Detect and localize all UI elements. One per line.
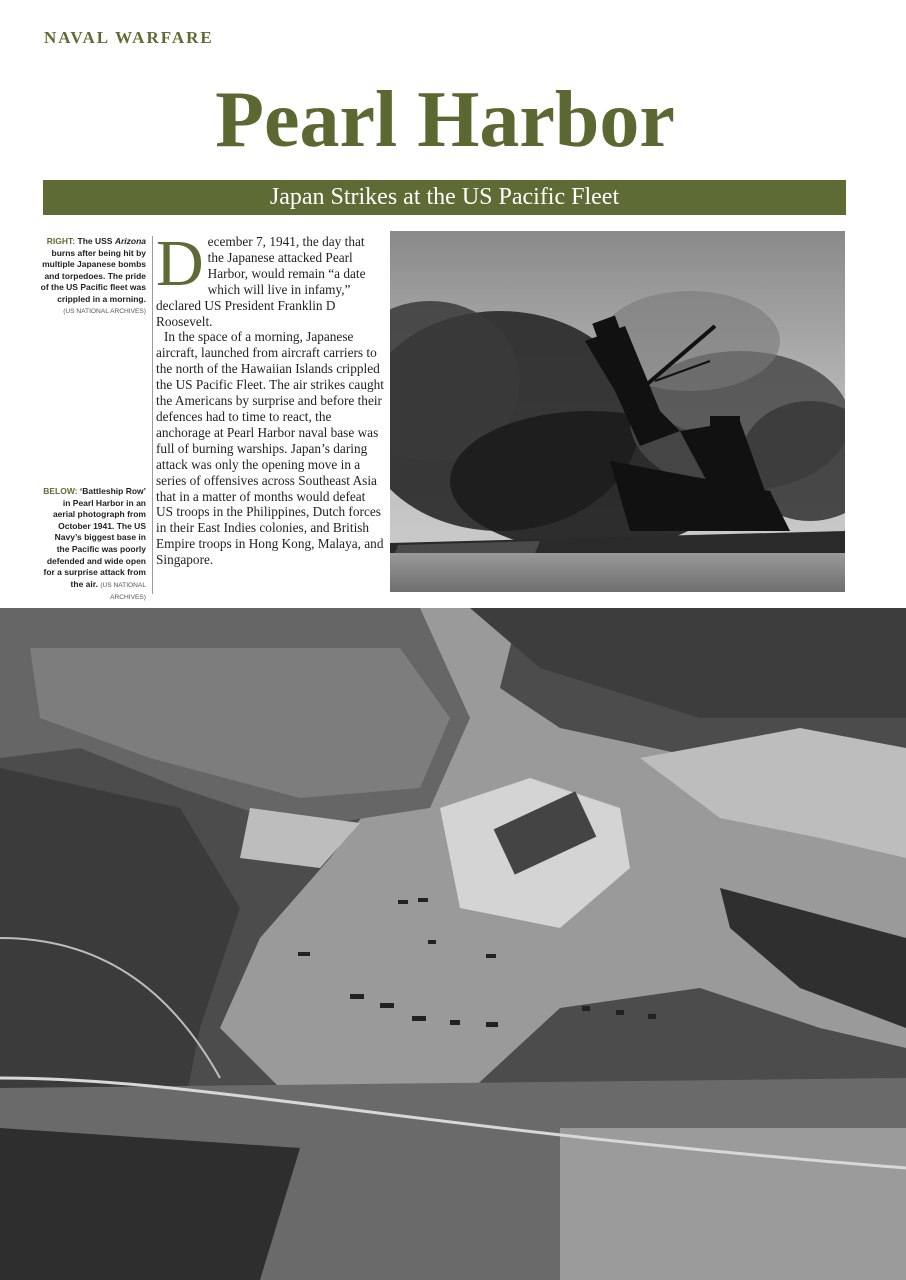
caption-below-credit: (US NATIONAL ARCHIVES) bbox=[100, 581, 146, 602]
caption-right-text-before: The USS bbox=[75, 236, 115, 246]
article-paragraph-1 bbox=[156, 227, 384, 329]
caption-below bbox=[40, 486, 146, 604]
article-paragraph-2: In the space of a morning, Japanese aircraft, launched from aircraft carriers to the north of the Hawaiian Islands crippled the US Pacific Fleet. The air strikes caught the Americans by surprise and before their defences had to time to react, the anchorage at Pearl Harbor naval base was full of burning warships. Japan’s daring attack was only the opening move in a series of offensives across Southeast Asia that in a matter of months would defeat US troops in the Philippines, Dutch forces in their East Indies colonies, and British Empire troops in Hong Kong, Malaya, and Singapore. bbox=[156, 329, 384, 568]
subtitle-bar: Japan Strikes at the US Pacific Fleet bbox=[43, 180, 846, 215]
drop-cap: D bbox=[156, 227, 204, 300]
caption-right-label: RIGHT: bbox=[46, 236, 76, 246]
caption-right bbox=[40, 236, 146, 317]
photo-aerial-pearl-harbor bbox=[0, 608, 906, 1280]
caption-right-credit: (US NATIONAL ARCHIVES) bbox=[63, 307, 146, 315]
captions-column bbox=[40, 236, 153, 602]
article-body bbox=[156, 227, 384, 568]
caption-below-label: BELOW: bbox=[43, 486, 78, 496]
paragraph-1-text: ecember 7, 1941, the day that the Japanese attacked Pearl Harbor, would remain “a date which will live in infamy,” declared US President Franklin D Roosevelt. bbox=[156, 234, 366, 329]
caption-right-ship-name: Arizona bbox=[114, 236, 146, 246]
section-label: NAVAL WARFARE bbox=[44, 28, 214, 47]
caption-below-text: ‘Battleship Row’ in Pearl Harbor in an aerial photograph from October 1941. The US Navy’s biggest base in the Pacific was poorly defended and wide open for a surprise attack from the air. bbox=[43, 486, 146, 589]
photo-uss-arizona bbox=[390, 231, 845, 592]
caption-right-text-after: burns after being hit by multiple Japanese bombs and torpedoes. The pride of the US Pacific fleet was crippled in a morning. bbox=[40, 247, 146, 304]
page-title: Pearl Harbor bbox=[215, 76, 675, 164]
